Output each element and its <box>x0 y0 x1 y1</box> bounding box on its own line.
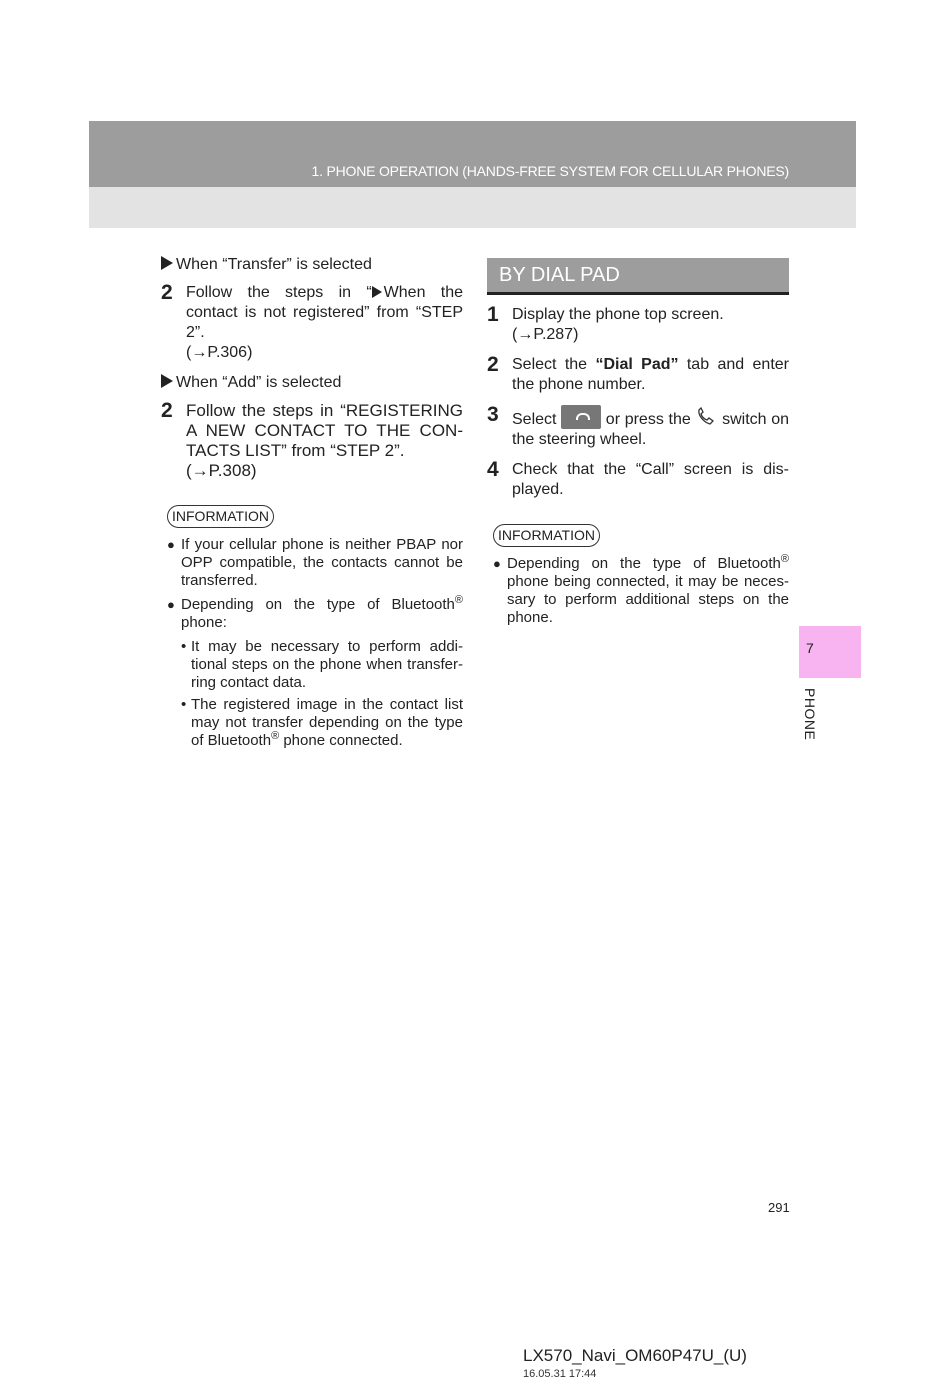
chapter-title: 1. PHONE OPERATION (HANDS-FREE SYSTEM FOR CELLULAR PHONES) <box>311 163 789 179</box>
info-sub-bullet: • The registered image in the contact list may not transfer depending on the type of Bluetooth® phone connected. <box>181 696 463 749</box>
page-number: 291 <box>768 1200 790 1215</box>
phone-switch-icon <box>695 407 717 427</box>
information-body <box>161 536 463 750</box>
step-number: 2 <box>161 399 173 422</box>
chapter-number: 7 <box>806 640 814 656</box>
case-transfer: When “Transfer” is selected <box>161 255 463 275</box>
step-1 <box>487 305 789 345</box>
step-add <box>161 401 463 481</box>
step-number: 2 <box>161 281 173 304</box>
step-3 <box>487 405 789 450</box>
chapter-tab[interactable] <box>799 626 861 678</box>
document-code: LX570_Navi_OM60P47U_(U) <box>523 1346 747 1365</box>
information-body <box>487 555 789 627</box>
page-reference[interactable]: (→P.308) <box>186 461 257 480</box>
info-bullet: ● If your cellular phone is neither PBAP nor OPP compatible, the contacts cannot be transferred. <box>167 536 463 589</box>
info-sub-bullet: • It may be necessary to perform addi-tional steps on the phone when transfer-ring contact data. <box>181 638 463 691</box>
bullet-icon: ● <box>493 556 501 571</box>
step-text: Check that the “Call” screen is dis-played. <box>512 461 789 498</box>
triangle-icon <box>161 374 173 388</box>
step-number: 3 <box>487 403 499 426</box>
page-reference[interactable]: (→P.306) <box>186 344 253 361</box>
step-text: Follow the steps in “ When the contact is not registered” from “STEP 2”. (→P.306) <box>186 284 464 361</box>
left-column <box>161 255 463 754</box>
information-label: INFORMATION <box>167 505 274 528</box>
chapter-label: PHONE <box>802 688 818 741</box>
page-reference[interactable]: (→P.287) <box>512 326 579 343</box>
step-number: 1 <box>487 303 499 326</box>
step-number: 4 <box>487 458 499 481</box>
info-bullet: ● Depending on the type of Bluetooth® phone being connected, it may be neces-sary to perform additional steps on the phone. <box>493 553 789 626</box>
bullet-icon: ● <box>167 597 175 612</box>
section-title: BY DIAL PAD <box>487 258 789 295</box>
header-subbar <box>89 187 856 228</box>
step-number: 2 <box>487 353 499 376</box>
triangle-icon <box>372 286 382 298</box>
right-column <box>487 258 789 633</box>
information-label: INFORMATION <box>493 524 600 547</box>
header-bar <box>89 121 856 187</box>
print-date: 16.05.31 17:44 <box>523 1368 597 1380</box>
bullet-icon: ● <box>167 537 175 552</box>
step-text: Follow the steps in “REGISTERING A NEW CONTACT TO THE CON-TACTS LIST” from “STEP 2”. (→P.308) <box>186 401 463 480</box>
step-text: Select or press the switch on the steering wheel. <box>512 405 789 450</box>
step-2 <box>487 355 789 395</box>
step-text: Display the phone top screen. (→P.287) <box>512 306 724 343</box>
dial-button-icon <box>561 405 601 429</box>
triangle-icon <box>161 256 173 270</box>
info-bullet: ● Depending on the type of Bluetooth® phone: <box>167 594 463 631</box>
step-transfer <box>161 283 463 363</box>
case-add: When “Add” is selected <box>161 373 463 393</box>
step-4 <box>487 460 789 500</box>
step-text: Select the “Dial Pad” tab and enter the phone number. <box>512 356 789 393</box>
